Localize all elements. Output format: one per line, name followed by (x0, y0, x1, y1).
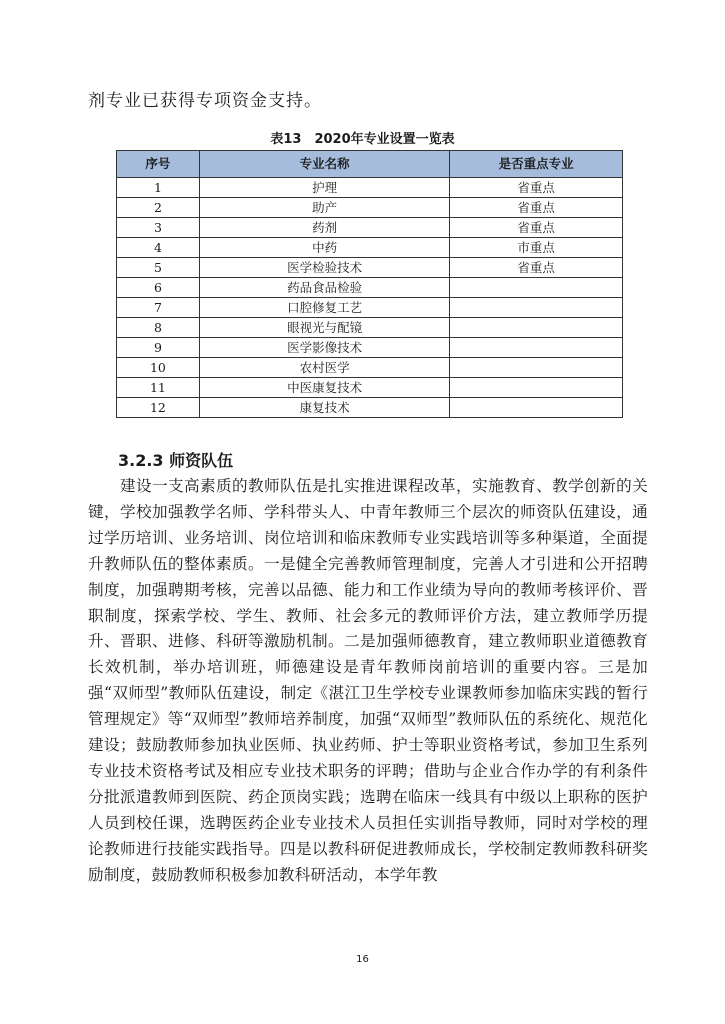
cell-name: 助产 (199, 198, 449, 218)
cell-no: 12 (117, 398, 200, 418)
table-row (117, 198, 623, 218)
table-row (117, 278, 623, 298)
table-row (117, 238, 623, 258)
cell-key (450, 378, 623, 398)
cell-name: 医学影像技术 (199, 338, 449, 358)
cell-key (450, 278, 623, 298)
table-row (117, 298, 623, 318)
cell-name: 眼视光与配镜 (199, 318, 449, 338)
cell-name: 农村医学 (199, 358, 449, 378)
page-number: 16 (356, 954, 369, 965)
cell-no: 9 (117, 338, 200, 358)
intro-line: 剂专业已获得专项资金支持。 (88, 91, 322, 111)
cell-key: 省重点 (450, 218, 623, 238)
cell-no: 10 (117, 358, 200, 378)
table-row (117, 358, 623, 378)
cell-key: 省重点 (450, 258, 623, 278)
table-row (117, 218, 623, 238)
table-row (117, 338, 623, 358)
cell-name: 中药 (199, 238, 449, 258)
table-caption: 表13 2020年专业设置一览表 (270, 132, 455, 147)
paragraph-text: 建设一支高素质的教师队伍是扎实推进课程改革，实施教育、教学创新的关键，学校加强教学名师、学科带头人、中青年教师三个层次的师资队伍建设，通过学历培训、业务培训、岗位培训和临床教师专业实践培训等多种渠道，全面提升教师队伍的整体素质。一是健全完善教师管理制度，完善人才引进和公开招聘制度，加强聘期考核，完善以品德、能力和工作业绩为导向的教师考核评价、晋职制度，探索学校、学生、教师、社会多元的教师评价方法，建立教师学历提升、晋职、进修、科研等激励机制。二是加强师德教育，建立教师职业道德教育长效机制，举办培训班，师德建设是青年教师岗前培训的重要内容。三是加强“双师型”教师队伍建设，制定《湛江卫生学校专业课教师参加临床实践的暂行管理规定》等“双师型”教师培养制度，加强“双师型”教师队伍的系统化、规范化建设；鼓励教师参加执业医师、执业药师、护士等职业资格考试，参加卫生系列专业技术资格考试及相应专业技术职务的评聘；借助与企业合作办学的有利条件分批派遣教师到医院、药企顶岗实践；选聘在临床一线具有中级以上职称的医护人员到校任课，选聘医药企业专业技术人员担任实训指导教师，同时对学校的理论教师进行技能实践指导。四是以教科研促进教师成长，学校制定教师教科研奖励制度，鼓励教师积极参加教科研活动，本学年教 (88, 477, 648, 884)
cell-name: 中医康复技术 (199, 378, 449, 398)
table-header-row (117, 151, 623, 178)
specialty-table (116, 150, 623, 418)
cell-name: 药品食品检验 (199, 278, 449, 298)
cell-no: 5 (117, 258, 200, 278)
cell-name: 护理 (199, 178, 449, 198)
section-heading: 3.2.3 师资队伍 (118, 451, 234, 470)
cell-key: 市重点 (450, 238, 623, 258)
body-paragraph (88, 474, 648, 889)
cell-no: 11 (117, 378, 200, 398)
cell-no: 8 (117, 318, 200, 338)
cell-key (450, 398, 623, 418)
header-key: 是否重点专业 (450, 151, 623, 178)
cell-key: 省重点 (450, 198, 623, 218)
cell-name: 药剂 (199, 218, 449, 238)
cell-key (450, 318, 623, 338)
cell-no: 2 (117, 198, 200, 218)
header-name: 专业名称 (199, 151, 449, 178)
table-row (117, 378, 623, 398)
table-row (117, 398, 623, 418)
cell-no: 4 (117, 238, 200, 258)
cell-name: 口腔修复工艺 (199, 298, 449, 318)
table-row (117, 318, 623, 338)
cell-key: 省重点 (450, 178, 623, 198)
cell-key (450, 358, 623, 378)
cell-name: 医学检验技术 (199, 258, 449, 278)
header-no: 序号 (117, 151, 200, 178)
cell-no: 1 (117, 178, 200, 198)
cell-key (450, 298, 623, 318)
table-row (117, 178, 623, 198)
cell-name: 康复技术 (199, 398, 449, 418)
cell-no: 3 (117, 218, 200, 238)
cell-no: 6 (117, 278, 200, 298)
cell-no: 7 (117, 298, 200, 318)
cell-key (450, 338, 623, 358)
table-row (117, 258, 623, 278)
